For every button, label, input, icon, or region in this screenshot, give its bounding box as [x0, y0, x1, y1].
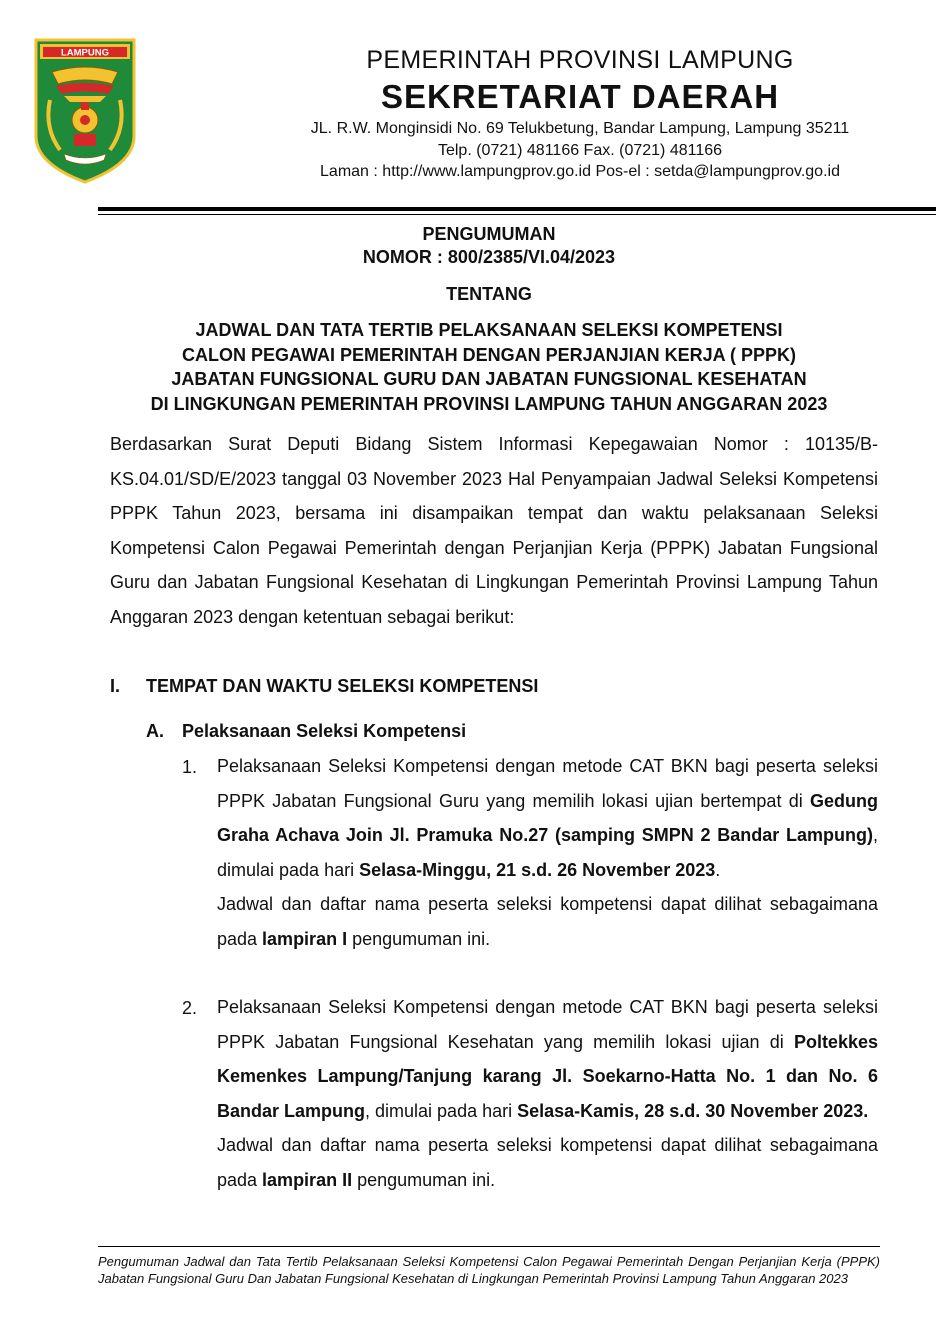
list-item-body	[217, 749, 878, 887]
subject-line: DI LINGKUNGAN PEMERINTAH PROVINSI LAMPUNG TAHUN ANGGARAN 2023	[150, 393, 828, 414]
intro-paragraph: Berdasarkan Surat Deputi Bidang Sistem Informasi Kepegawaian Nomor : 10135/B-KS.04.01/SD/E/2023 tanggal 03 November 2023 Hal Penyampaian Jadwal Seleksi Kompetensi PPPK Tahun 2023, bersama ini disampaikan tempat dan waktu pelaksanaan Seleksi Kompetensi Calon Pegawai Pemerintah dengan Perjanjian Kerja (PPPK) Jabatan Fungsional Guru dan Jabatan Fungsional Kesehatan di Lingkungan Pemerintah Provinsi Lampung Tahun Anggaran 2023 dengan ketentuan sebagai berikut:	[110, 434, 878, 627]
list-item	[217, 990, 878, 1197]
subject-line: JADWAL DAN TATA TERTIB PELAKSANAAN SELEKSI KOMPETENSI	[195, 320, 783, 340]
letterhead-address: JL. R.W. Monginsidi No. 69 Telukbetung, Bandar Lampung, Lampung 35211	[310, 120, 850, 137]
item-schedule: Selasa-Kamis, 28 s.d. 30 November 2023.	[517, 1100, 869, 1121]
item-note-text: pengumuman ini.	[352, 1169, 496, 1190]
item-text: Pelaksanaan Seleksi Kompetensi dengan metode CAT BKN bagi peserta seleksi PPPK Jabatan Fungsional Kesehatan yang memilih lokasi ujian di	[217, 997, 878, 1052]
list-item-number: 1.	[182, 757, 198, 777]
document-about: TENTANG	[446, 284, 532, 304]
lampung-province-emblem	[34, 38, 136, 184]
section-title: TEMPAT DAN WAKTU SELEKSI KOMPETENSI	[146, 676, 539, 696]
item-note-text: pengumuman ini.	[347, 928, 491, 949]
subsection-title: Pelaksanaan Seleksi Kompetensi	[182, 721, 467, 741]
item-text: , dimulai pada hari	[217, 825, 878, 880]
document-title: PENGUMUMAN	[422, 224, 556, 244]
item-text: .	[715, 859, 721, 880]
document-subject	[40, 318, 938, 416]
subsection-letter: A.	[146, 721, 164, 741]
letterhead-rule-thick	[98, 207, 936, 211]
document-number: NOMOR : 800/2385/VI.04/2023	[362, 247, 616, 267]
item-location: Poltekkes Kemenkes Lampung/Tanjung karang Jl. Soekarno-Hatta No. 1 dan No. 6 Bandar Lampung	[217, 1031, 878, 1121]
list-item-note	[217, 1128, 878, 1197]
letterhead-government: PEMERINTAH PROVINSI LAMPUNG	[366, 46, 794, 74]
emblem-label: LAMPUNG	[60, 47, 110, 59]
item-text: Pelaksanaan Seleksi Kompetensi dengan metode CAT BKN bagi peserta seleksi PPPK Jabatan Fungsional Guru yang memilih lokasi ujian bertempat di	[217, 756, 878, 811]
section-number: I.	[110, 676, 121, 696]
item-note-text: Jadwal dan daftar nama peserta seleksi kompetensi dapat dilihat sebagaimana pada	[217, 1135, 878, 1190]
item-schedule: Selasa-Minggu, 21 s.d. 26 November 2023	[359, 859, 716, 880]
subject-line: JABATAN FUNGSIONAL GURU DAN JABATAN FUNGSIONAL KESEHATAN	[171, 369, 807, 389]
list-item-body	[217, 990, 878, 1128]
item-location: Gedung Graha Achava Join Jl. Pramuka No.27 (samping SMPN 2 Bandar Lampung)	[217, 790, 878, 845]
item-attachment: lampiran II	[262, 1169, 353, 1190]
list-item-number: 2.	[182, 998, 198, 1018]
letterhead-rule-thin	[98, 214, 936, 215]
footer-rule	[98, 1246, 880, 1247]
subject-line: CALON PEGAWAI PEMERINTAH DENGAN PERJANJIAN KERJA ( PPPK)	[181, 344, 797, 365]
letterhead-phone: Telp. (0721) 481166 Fax. (0721) 481166	[437, 142, 723, 159]
item-text: , dimulai pada hari	[365, 1100, 518, 1121]
list-item-note	[217, 887, 878, 956]
item-attachment: lampiran I	[262, 928, 348, 949]
letterhead-unit: SEKRETARIAT DAERAH	[380, 78, 780, 115]
letterhead-web: Laman : http://www.lampungprov.go.id Pos-el : setda@lampungprov.go.id	[320, 163, 840, 180]
page-footer: Pengumuman Jadwal dan Tata Tertib Pelaksanaan Seleksi Kompetensi Calon Pegawai Pemerintah Dengan Perjanjian Kerja (PPPK) Jabatan Fungsional Guru Dan Jabatan Fungsional Kesehatan di Lingkungan Pemerintah Provinsi Lampung Tahun Anggaran 2023	[98, 1254, 880, 1286]
list-item	[217, 749, 878, 956]
item-note-text: Jadwal dan daftar nama peserta seleksi kompetensi dapat dilihat sebagaimana pada	[217, 894, 878, 949]
